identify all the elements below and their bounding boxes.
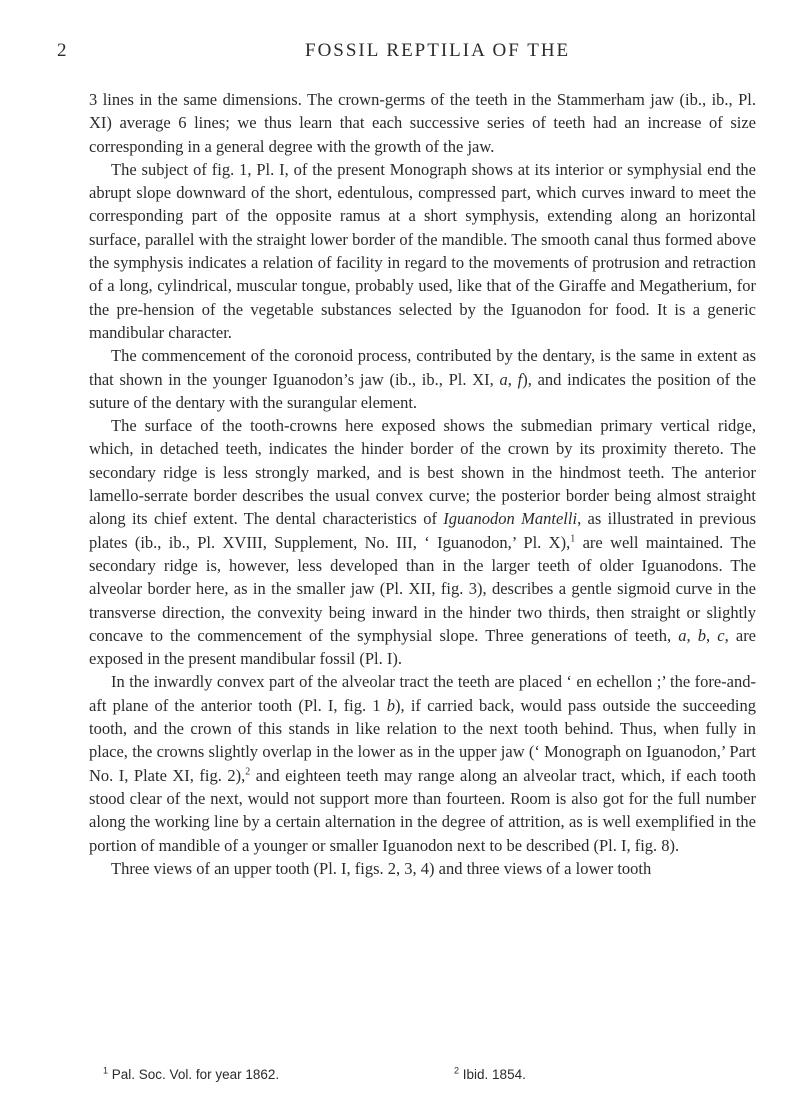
footnote-2: [454, 1066, 526, 1084]
paragraph: The commencement of the coronoid process, contributed by the dentary, is the same in extent as that shown in the younger Iguanodon’s jaw (ib., ib., Pl. XI, a, f), and indicates the position of the suture of the dentary with the surangular element.: [89, 346, 756, 412]
footnote-1-text: Pal. Soc. Vol. for year 1862.: [111, 1067, 280, 1082]
footnote-1: [103, 1066, 279, 1084]
paragraph: 3 lines in the same dimensions. The crown-germs of the teeth in the Stammerham jaw (ib., ib., Pl. XI) average 6 lines; we thus learn that each successive series of teeth had an increase of size corresponding in a general degree with the growth of the jaw.: [89, 90, 756, 156]
page-header: [0, 40, 801, 66]
paragraph: Three views of an upper tooth (Pl. I, figs. 2, 3, 4) and three views of a lower tooth: [111, 858, 652, 878]
footnote-2-text: Ibid. 1854.: [462, 1067, 526, 1082]
paragraph: In the inwardly convex part of the alveolar tract the teeth are placed ‘ en echellon ;’ the fore-and-aft plane of the anterior tooth (Pl. I, fig. 1 b), if carried back, would pass outside the succeeding tooth, and the crown of this stands in like relation to the next tooth behind. Thus, when fully in place, the crowns slightly overlap in the lower as in the upper jaw (‘ Monograph on Iguanodon,’ Part No. I, Plate XI, fig. 2),$^2$ and eighteen teeth may range along an alveolar tract, which, if each tooth stood clear of the next, would not support more than fourteen. Room is also got for the full number along the working line by a certain alternation in the degree of attrition, as is well exemplified in the portion of mandible of a younger or smaller Iguanodon next to be described (Pl. I, fig. 8).: [89, 672, 756, 855]
body-text: [89, 88, 756, 880]
paragraph: The subject of fig. 1, Pl. I, of the present Monograph shows at its interior or symphysial end the abrupt slope downward of the short, edentulous, compressed part, which curves inward to meet the corresponding part of the opposite ramus at a short symphysis, extending along an horizontal surface, parallel with the straight lower border of the mandible. The smooth canal thus formed above the symphysis indicates a relation of facility in regard to the movements of protrusion and retraction of a long, cylindrical, muscular tongue, probably used, like that of the Giraffe and Megatherium, for the pre-hension of the vegetable substances selected by the Iguanodon for food. It is a generic mandibular character.: [89, 159, 756, 342]
footnote-2-mark: 2: [454, 1065, 460, 1076]
footnote-1-mark: 1: [103, 1065, 109, 1076]
running-title: FOSSIL REPTILIA OF THE: [305, 40, 571, 61]
page-number: 2: [57, 40, 68, 61]
paragraph: The surface of the tooth-crowns here exposed shows the submedian primary vertical ridge, which, in detached teeth, indicates the hinder border of the crown by its proximity thereto. The secondary ridge is less strongly marked, and is best shown in the hindmost teeth. The anterior lamello-serrate border describes the usual convex curve; the posterior border being almost straight along its chief extent. The dental characteristics of Iguanodon Mantelli, as illustrated in previous plates (ib., ib., Pl. XVIII, Supplement, No. III, ‘ Iguanodon,’ Pl. X),$^1$ are well maintained. The secondary ridge is, however, less developed than in the larger teeth of older Iguanodons. The alveolar border here, as in the smaller jaw (Pl. XII, fig. 3), describes a gentle sigmoid curve in the transverse direction, the convexity being inward in the hinder two thirds, then straight or slightly concave to the commencement of the symphysial slope. Three generations of teeth, a, b, c, are exposed in the present mandibular fossil (Pl. I).: [89, 416, 757, 669]
